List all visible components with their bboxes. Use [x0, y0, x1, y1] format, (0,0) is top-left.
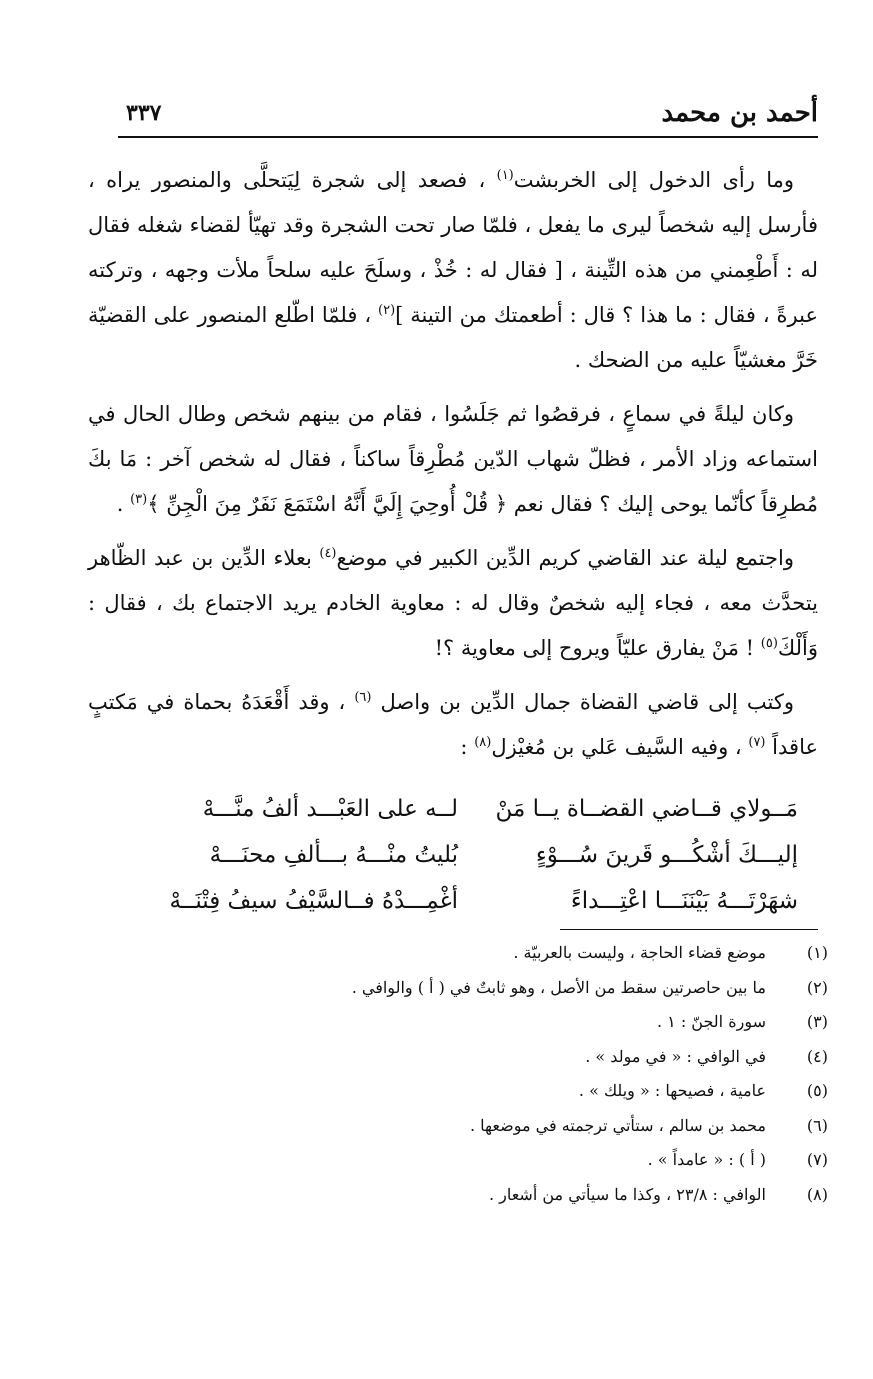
footnote	[118, 936, 828, 971]
poem-verse	[118, 878, 818, 924]
page-header	[118, 96, 818, 134]
paragraph-text: :	[460, 735, 475, 759]
footnote-text: ( أ ) : « عامداً » .	[647, 1150, 766, 1169]
verse-first-hemistich: إليـــكَ أشْكُـــو قَرينَ سُـــوْءٍ	[535, 842, 798, 868]
paragraph-text: ، فصعد إلى شجرة لِيَتحلَّى والمنصور يراه ، فأرسل إليه شخصاً ليرى ما يفعل ، فلمّا صار تحت الشجرة وقد تهيّأ لقضاء شغله فقال له : أَطْعِمني من هذه التِّينة ، [ فقال له : خُذْ ، وسلَحَ عليه سلحاً ملأت وجهه ، وتركته عبرةً ، فقال : ما هذا ؟ قال : أطعمتك من التينة ]	[88, 168, 818, 327]
paragraph-text: وما رأى الدخول إلى الخربشت	[513, 168, 794, 192]
verse-first-hemistich: مَــولاي قــاضي القضــاة يــا مَنْ	[495, 796, 798, 822]
footnote-ref: (٢)	[378, 303, 396, 318]
footnote-text: الوافي : ٢٣/٨ ، وكذا ما سيأتي من أشعار .	[488, 1184, 766, 1204]
paragraph-text: ، فلمّا اطّلع المنصور على القضيّة خَرَّ مغشيّاً عليه من الضحك .	[88, 303, 818, 372]
verse-second-hemistich: بُليتُ منْـــهُ بـــألفِ محنَـــهْ	[209, 842, 458, 868]
footnote	[118, 1109, 828, 1144]
footnote-number: (٢)	[806, 977, 828, 997]
footnote-text: عامية ، فصيحها : « ويلك » .	[578, 1081, 766, 1100]
footnote-ref: (٨)	[474, 735, 492, 750]
footnote	[118, 1178, 828, 1213]
paragraph-3	[88, 536, 818, 671]
poem-verse	[118, 786, 818, 832]
footnote-number: (٦)	[806, 1115, 828, 1135]
footnote-number: (٣)	[806, 1012, 828, 1031]
paragraph-text: واجتمع ليلة عند القاضي كريم الدِّين الكبير في موضع	[336, 546, 794, 570]
footnote-text: في الوافي : « في مولد » .	[585, 1046, 766, 1066]
footnote-number: (٧)	[806, 1150, 828, 1169]
footnote-text: محمد بن سالم ، ستأتي ترجمته في موضعها .	[469, 1115, 766, 1135]
paragraph-text: .	[116, 492, 131, 516]
paragraph-text: ، وفيه السَّيف عَلي بن مُغيْزل	[491, 735, 749, 759]
footnote-text: سورة الجنّ : ١ .	[656, 1012, 766, 1031]
footnote-ref: (١)	[496, 168, 514, 183]
footnote-text: ما بين حاصرتين سقط من الأصل ، وهو ثابتٌ في ( أ ) والوافي .	[351, 977, 766, 997]
poem-verse	[118, 832, 818, 878]
verse-second-hemistich: لــه على العَبْـــد ألفُ منَّـــهْ	[202, 796, 458, 822]
footnote	[118, 1040, 828, 1075]
footnote-ref: (٥)	[760, 636, 778, 651]
page-number: ٣٣٧	[126, 100, 162, 126]
main-text	[88, 158, 818, 779]
poem	[118, 786, 818, 924]
footnote	[118, 1143, 828, 1178]
paragraph-text: بعلاء الدِّين بن عبد الظّاهر يتحدَّث معه ، فجاء إليه شخصٌ وقال له : معاوية الخادم يريد الاجتماع بك ، فقال : وَأَلْكَ	[88, 546, 818, 660]
footnote-ref: (٦)	[354, 690, 372, 705]
footnote-number: (٨)	[806, 1184, 828, 1204]
paragraph-text: ، وقد أَقْعَدَهُ بحماة في مَكتبٍ عاقداً	[88, 690, 818, 759]
verse-first-hemistich: شهَرْتَـــهُ بَيْنَنَـــا اعْتِـــداءً	[570, 888, 798, 914]
paragraph-text: وكان ليلةً في سماعٍ ، فرقصُوا ثم جَلَسُوا ، فقام من بينهم شخص وطال الحال في استماعه وزاد الأمر ، فظلّ شهاب الدّين مُطْرِقاً ساكناً ، فقال له شخص آخر : مَا بكَ مُطرِقاً كأنّما يوحى إليك ؟ فقال نعم ﴿ قُلْ أُوحِيَ إِلَيَّ أَنَّهُ اسْتَمَعَ نَفَرٌ مِنَ الْجِنِّ ﴾	[88, 402, 818, 516]
footnote-text: موضع قضاء الحاجة ، وليست بالعربيّة .	[513, 943, 766, 962]
paragraph-4	[88, 680, 818, 770]
footnote-number: (٤)	[806, 1046, 828, 1066]
running-title: أحمد بن محمد	[661, 98, 818, 128]
paragraph-2	[88, 392, 818, 527]
paragraph-1	[88, 158, 818, 383]
verse-second-hemistich: أغْمِـــدْهُ فــالسَّيْفُ سيفُ فِتْنَــهْ	[169, 888, 458, 914]
header-rule	[118, 136, 818, 138]
footnote-ref: (٤)	[319, 546, 337, 561]
footnote	[118, 1074, 828, 1109]
paragraph-text: ! مَنْ يفارق عليّاً ويروح إلى معاوية ؟!	[434, 636, 761, 660]
footnote-ref: (٧)	[748, 735, 766, 750]
footnote-number: (١)	[806, 943, 828, 962]
footnotes	[118, 936, 828, 1212]
paragraph-text: وكتب إلى قاضي القضاة جمال الدِّين بن واصل	[371, 690, 794, 714]
footnote-number: (٥)	[806, 1081, 828, 1100]
footnote-ref: (٣)	[130, 492, 148, 507]
footnote-rule	[560, 929, 818, 930]
footnote	[118, 1005, 828, 1040]
footnote	[118, 971, 828, 1006]
